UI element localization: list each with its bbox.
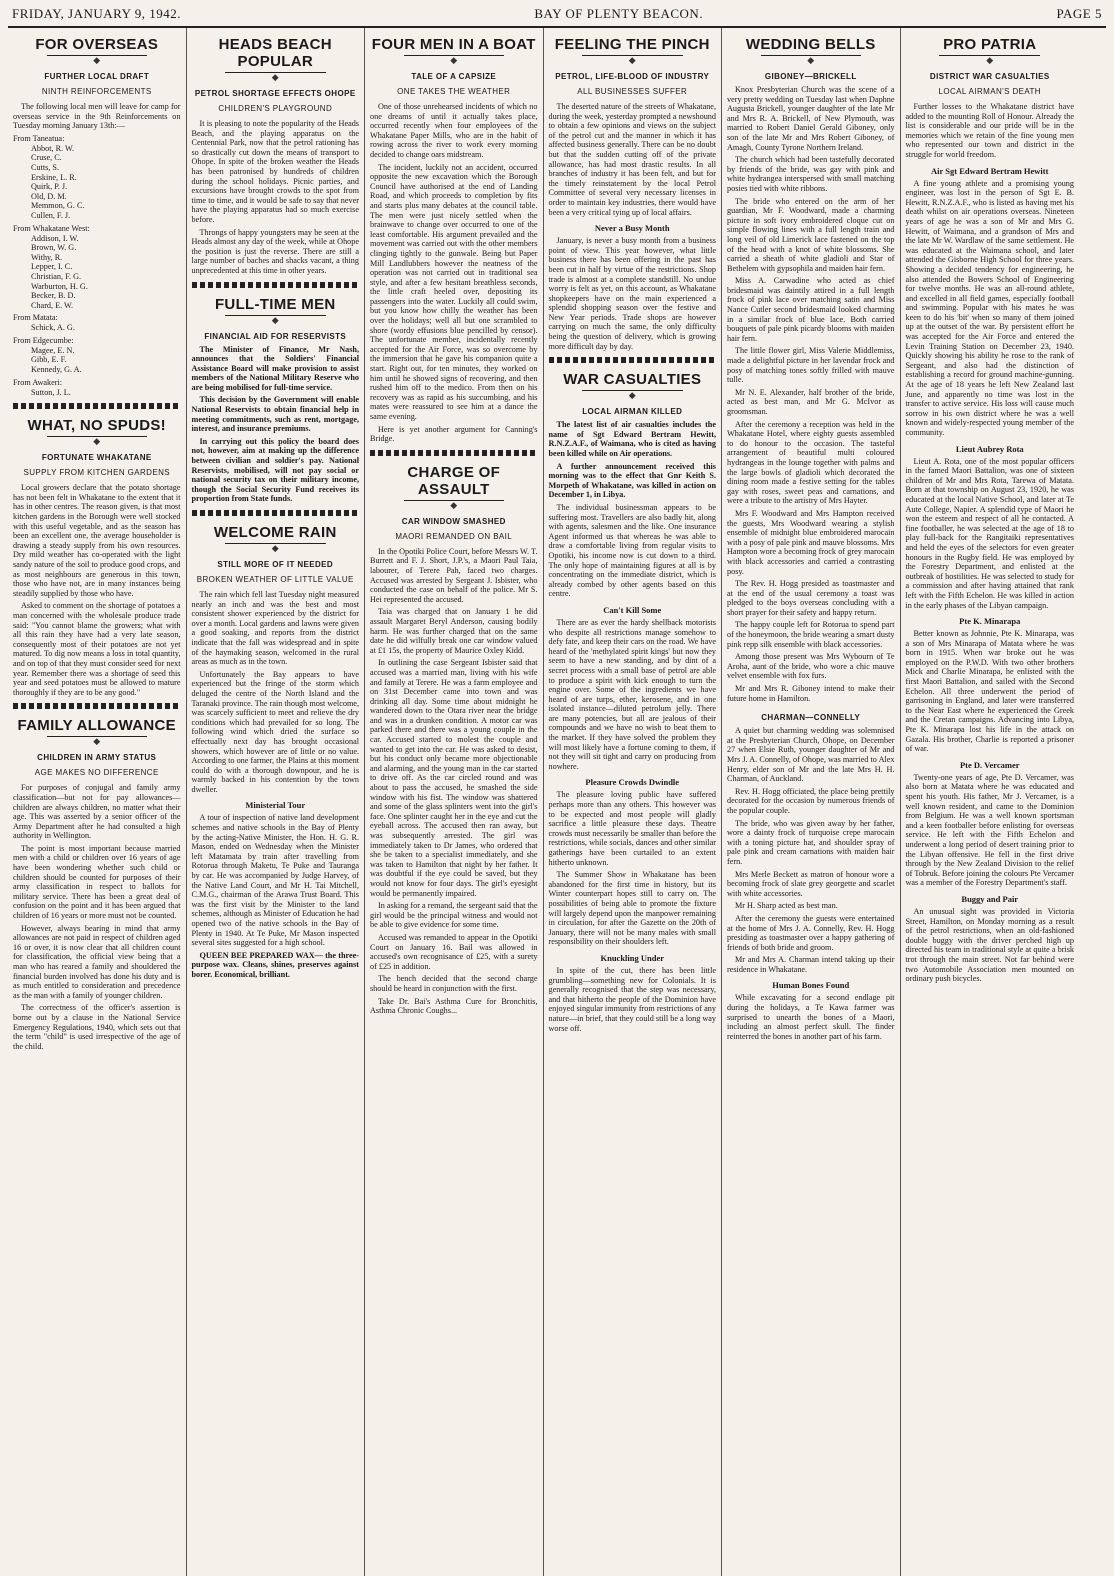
reinforcement-group-place: From Matata: (13, 313, 58, 323)
reinforcement-name: Kennedy, G. A. (31, 365, 82, 375)
headline-four-men: FOUR MEN IN A BOAT (371, 36, 536, 53)
headline-what-no-spuds: WHAT, NO SPUDS! (27, 417, 166, 435)
paragraph: Mrs F. Woodward and Mrs Hampton received the guests, Mrs Woodward wearing a stylish ensemble of midnight blue embroidered marocain with a posy of pale pink and mauve blossoms. Mrs Hampton wore a becoming frock of grey marocain with black accessories and carried a contrasting posy. (727, 508, 895, 576)
subhead: PETROL, LIFE-BLOOD OF INDUSTRY (555, 72, 710, 81)
reinforcement-name: Withy, R. (31, 252, 63, 262)
subheading: Pte D. Vercamer (959, 759, 1020, 770)
subhead: LOCAL AIRMAN KILLED (582, 407, 683, 417)
separator (549, 357, 717, 363)
subheading: Never a Busy Month (594, 223, 670, 234)
paragraph: Mrs Merle Beckett as matron of honour wore a becoming frock of slate grey georgette and scarlet with white accessories. (727, 869, 895, 898)
subheading-ministerial-tour: Ministerial Tour (245, 800, 306, 811)
paragraph: A further announcement received this morning was to the effect that Gnr Keith S. Morpeth of Whakatane, was killed in action on December 1, in Libya. (548, 461, 716, 500)
paragraph: However, always bearing in mind that army allowances are not paid in respect of children aged 16 or over, it is now clear that all children count for classification, the official view being that a man who has reared a family and shouldered the financial burden involved has done his duty and is as much entitled to consideration and precedence as the man with a family of younger children. (13, 923, 181, 1000)
reinforcement-group-place: From Awakeri: (13, 377, 63, 387)
paragraph: The pleasure loving public have suffered perhaps more than any others. This however was to be expected and most people will gladly sacrifice a little pleasure these days. Theatre crowds must necessarily be smaller than before the restrictions, while socials, dances and other similar gatherings have been curtailed to an extent hitherto unknown. (548, 790, 716, 867)
subheading: Lieut Aubrey Rota (955, 443, 1024, 454)
subhead: SUPPLY FROM KITCHEN GARDENS (23, 468, 171, 478)
rule: ◆ (727, 55, 895, 66)
subhead: CAR WINDOW SMASHED (401, 516, 506, 526)
subhead: STILL MORE OF IT NEEDED (217, 560, 334, 569)
headline-wedding-bells: WEDDING BELLS (745, 36, 876, 53)
paragraph: Taia was charged that on January 1 he did assault Margaret Beryl Anderson, causing bodily harm. He was further charged that on the same date he did wilfully break one car window valued at £1 15s, the property of Maurice Oxley Kidd. (370, 607, 538, 655)
paragraph: Accused was remanded to appear in the Opotiki Court on January 16. Bail was allowed in accused's own recognisance of £25, with a surety of £25 in addition. (370, 932, 538, 971)
paragraph: The Minister of Finance, Mr Nash, announces that the Soldiers' Financial Assistance Board will make provision to assist members of the National Military Reserve who are being mobilised for full-time service. (191, 344, 359, 392)
paragraph: Mr H. Sharp acted as best man. (735, 901, 838, 911)
subhead: FORTUNATE WHAKATANE (41, 453, 152, 463)
reinforcement-names (13, 234, 181, 311)
subhead: FURTHER LOCAL DRAFT (44, 72, 150, 81)
separator (192, 510, 360, 516)
paragraph: Among those present was Mrs Wybourn of Te Aroha, aunt of the bride, who wore a chic mauve velvet ensemble with fox furs. (727, 652, 895, 681)
paragraph: In asking for a remand, the sergeant said that the girl would be the principal witness and would not be able to give evidence for some time. (370, 901, 538, 930)
paragraph: A fine young athlete and a promising young engineer, was lost in the person of Sgt E. B. Hewitt, R.N.Z.A.F., who is listed as having met his death whilst on air operations overseas. Nineteen years of age he was a son of Mr and Mrs G. Hewitt, of Waimana, and a grandson of Mrs and the late Mr W. Wardlaw of the same settlement. He was educated at the Waimana school, and later attended the Gisborne High School for three years. Showing a decided tendency for engineering, he also attended the Bowers School of Engineering for twelve months. He was an all-round athlete, and excelled in all field games, especially football and swimming. Popular with his mates he was keen to do his 'bit' when so many of them joined up at the outset of the war. By persistent effort he was accepted for the Air Force and entered the Levin Training Station on December 23, 1940. Quickly showing his ability he rose to the rank of Sergeant, and also had the distinction of establishing a record for ground machine-gunning. At the age of 18 years he left New Zealand last June, and apparently no time was lost in the transfer to active service. His loss will cause much sorrow in his own district where he was a well known and widely-respected young member of the community. (905, 178, 1074, 437)
paragraph: Asked to comment on the shortage of potatoes a man concerned with the wholesale produce trade said: "You cannot blame the growers; what with all this rain they have had a very late season, consequently most of their potatoes are not yet matured. To dig now means a loss in total quantity, and on top of that they must consider seed for next year. Remember there was a shortage of seed this year and seed potatoes must be allowed to mature thoroughly if they are to be any good." (13, 601, 181, 697)
paragraph: The Summer Show in Whakatane has been abandoned for the first time in history, but its Winter counterpart hopes still to carry on. The possibilities of being able to promote the fixture will largely depend upon the manpower remaining in circulation, for after the Gazette on the 20th of January, there will not be many males with small responsibility on their shoulders left. (548, 870, 716, 947)
rule: ◆ (13, 436, 181, 447)
paragraph: The following local men will leave for camp for overseas service in the 9th Reinforcements on Tuesday morning January 13th:— (13, 102, 181, 131)
paragraph: Rev. H. Hogg officiated, the place being prettily decorated for the occasion by numerous friends of the popular couple. (727, 786, 895, 815)
reinforcement-names (13, 323, 181, 333)
reinforcement-name: Gibb, E. F. (31, 355, 67, 365)
paragraph: The correctness of the officer's assertion is borne out by a clause in the National Service Emergency Regulations, 1940, which sets out that the term "child" is used irrespective of the age of the child. (13, 1003, 181, 1051)
paragraph: Lieut A. Rota, one of the most popular officers in the famed Maori Battalion, was one of sixteen children of Mr and Mrs Rota, Tarewa of Matata. Born at that township on August 23, 1920, he was educated at the local Native School, and later at Te Aute College, Napier. A splendid type of Maori he won the esteem and respect of all he contacted. A fine footballer, he was selected at the age of 18 to play full-back for the Rangitaiki representatives and held the eyes of the selectors for even greater honours in the Rugby field. He was employed by the Forestry Department, and enlisted at the outbreak of hostilities. He was selected to study for a commission and after having attained that rank left with the Fifth Echelon. He was killed in action in the early phases of the Libyan campaign. (905, 456, 1074, 610)
separator (13, 703, 181, 709)
paragraph: Mr and Mrs A. Charman intend taking up their residence in Whakatane. (727, 955, 895, 974)
rule: ◆ (549, 55, 717, 66)
reinforcement-group-place: From Taneatua: (13, 133, 65, 143)
separator (13, 403, 181, 409)
column-2 (187, 28, 366, 1576)
subhead: AGE MAKES NO DIFFERENCE (34, 768, 159, 778)
subhead: FINANCIAL AID FOR RESERVISTS (204, 331, 347, 341)
reinforcement-name: Warburton, H. G. (31, 281, 88, 291)
column-6 (901, 28, 1080, 1576)
column-4 (544, 28, 723, 1576)
paragraph: This decision by the Government will enable National Reservists to obtain financial help in meeting commitments, such as rent, mortgage, interest, and insurance premiums. (191, 395, 359, 434)
column-1 (8, 28, 187, 1576)
reinforcement-name: Chard, E. W. (31, 300, 74, 310)
subhead: CHILDREN IN ARMY STATUS (37, 753, 157, 763)
paragraph: The bench decided that the second charge should be heard in conjunction with the first. (370, 974, 538, 993)
paragraph: Local growers declare that the potato shortage has not been felt in Whakatane to the extent that it has in other centres. The reason given, is that most kitchen gardens in the Borough were well stocked with this useful vegetable, and as the season has been an excellent one, the average householder is drawing a steady supply from his own resources. Dry mild weather has co-operated with the light sandy nature of the soil to produce good crops, and as most neighbours are generous in this town, those who have not, are in many instances being steadily supplied by those who have. (13, 483, 181, 598)
subhead: NINTH REINFORCEMENTS (41, 87, 152, 96)
paragraph: Throngs of happy youngsters may be seen at the Heads almost any day of the week, while at Ohope the position is just the reverse. There are still a large number of baches and shacks vacant, a thing unprecedented at this time in other years. (191, 227, 359, 275)
reinforcement-names (13, 346, 181, 375)
reinforcement-group-place: From Whakatane West: (13, 223, 90, 233)
paragraph: The bride who entered on the arm of her guardian, Mr F. Woodward, made a charming picture in soft ivory embroidered cloque cut on simple flowing lines with a full length train and long veil of old Limerick lace fastened on the top of the head with a knot of white blossoms. She carried a sheath of white gladioli and Star of Bethelem with gypsophila and maiden hair fern. (727, 196, 895, 273)
rule: ◆ (906, 55, 1075, 66)
paragraph: There are as ever the hardy shellback motorists who despite all restrictions manage somehow to defy fate, and keep their cars on the road. We have heard of the 'methylated spirit kings' but now they seem to have a new standing, and by dint of a secret process with a small base of petrol are able to produce a spirit with kick enough to turn the engine over. Some of the ingredients we have heard of are turps, ether, kerosene, and in one isolated instance—diluted petrolum jelly. There are many potencies, but all are jealous of their compounds and we have no wish to beat them to the market. If they have solved the problem they will most likely have a fortune coming to them, if not they will sit tight and carry on producing from nowhere. (548, 617, 716, 771)
reinforcement-name: Lepper, I. C. (31, 262, 73, 272)
reinforcement-name: Schick, A. G. (31, 323, 75, 333)
paragraph: The incident, luckily not an accident, occurred opposite the new excavation which the Borough Council have authorised at the end of Landing Road, and which proceeds to completion by fits and starts plus many debates at the council table. The men were just nicely settled when the brainwave to change over occurred to one of the least comfortable. His argument prevailed and the movement was carried out with the other members clinging tightly to the gunwale. Being but Paper Mill Landlubbers however the neatness of the operation was not carried out in traditional sea style, and after a few hesitant breathless seconds, the little craft heeled over, depositing its passengers into the water. Luckily all could swim, but you know how chilly the weather has been over the holidays; well all but one scrambled to shore (wordy effusions blue pencilled by censor). The unfortunate member, incidentally recently accepted for the Air Force, was so overcome by the immersion that he gave his companion quite a start. Right out, for ten minutes, they worked on him until he showed signs of recovering, and then rushed him off to the medico. From then on his recovery was as rapid as his succumbing, and his mates were reassured to see him at a dance the same evening. (370, 162, 538, 421)
columns (8, 28, 1106, 1576)
paragraph: The point is most important because married men with a child or children over 16 years of age have been wondering whether such child or children should be counted for purposes of their army classification in respect to ballots for military service. There has been a great deal of confusion on the point and it has been argued that children of 16 years or more must not be counted. (13, 843, 181, 921)
paragraph: The bride, who was given away by her father, wore a dainty frock of turquoise crepe marocain with a toning picture hat, and shoulder spray of pale pink and cream carnations with maiden hair fern. (727, 818, 895, 866)
subheading: Knuckling Under (600, 952, 665, 963)
reinforcement-name: Erskine, L. R. (31, 172, 77, 182)
paragraph: Here is yet another argument for Canning's Bridge. (370, 424, 538, 444)
reinforcement-name: Sutton, J. L. (31, 387, 71, 397)
subhead: CHARMAN—CONNELLY (761, 713, 861, 723)
subhead: PETROL SHORTAGE EFFECTS OHOPE (194, 89, 356, 98)
paragraph: The happy couple left for Rotorua to spend part of the honeymoon, the bride wearing a smart dusty pink repp silk ensemble with black accessories. (727, 620, 895, 649)
paragraph: The Rev. H. Hogg presided as toastmaster and at the end of the usual ceremony a toast was pledged to the boys overseas concluding with a short prayer for their safety and happy return. (727, 579, 895, 617)
paragraph: The latest list of air casualties includes the name of Sgt Edward Bertram Hewitt, R.N.Z.A.F., of Waimana, who is cited as having been killed while on Air operations. (548, 420, 716, 459)
column-5 (722, 28, 901, 1576)
rule: ◆ (13, 55, 181, 66)
reinforcement-name: Cutts, S. (31, 162, 59, 172)
reinforcement-name: Abbot, R. W. (31, 143, 74, 153)
masthead (8, 6, 1106, 28)
paragraph: Better known as Johnnie, Pte K. Minarapa, was a son of Mrs Minarapa of Matata where he was born in 1915. When war broke out he was employed on the P.W.D. With two other brothers Mick and Charlie Minarapa, he enlisted with the first Maori Battalion, and sailed with the Second Echelon. All three underwent the period of garrisoning in England, and later were transferred to the Near East where he experienced the Greek and the Cretan campaigns. Advancing into Libya, Pte K. Minarapa lost his life in the attack on Gazala. His brother, Charlie is reported a prisoner of war. (905, 629, 1074, 754)
advertisement: Take Dr. Bai's Asthma Cure for Bronchitis, Asthma Chronic Coughs... (370, 996, 538, 1016)
rule: ◆ (192, 315, 360, 326)
paragraph: An unusual sight was provided in Victoria Street, Hamilton, on Monday morning as a result of the petrol restrictions, when an old-fashioned double buggy with the driver perched high up directed his team in traditional style at quite a brisk trot through the main street. Not far behind were two Automobile Association men mounted on ordinary push bicycles. (905, 906, 1074, 984)
reinforcement-name: Addison, I. W. (31, 233, 79, 243)
rule: ◆ (192, 72, 360, 83)
paragraph: The little flower girl, Miss Valerie Middlemiss, made a delightful picture in her lavendar frock and posy of matching tones softly frilled with mauve tulle. (727, 346, 895, 385)
reinforcement-name: Brown, W. G. (31, 243, 77, 253)
headline-full-time-men: FULL-TIME MEN (214, 295, 336, 313)
reinforcement-name: Christian, F. G. (31, 271, 82, 281)
reinforcement-names (13, 388, 181, 398)
paragraph: It is pleasing to note the popularity of the Heads Beach, and the playing apparatus on the Centennial Park, now that the petrol rationing has so drastically cut down the means of transport to Ohope. In spite of the broken weather the Heads has been patronised by hundreds of children during the school holidays. Picnic parties, and excursions have brought crowds to the spot from time to time, and it would be safe to say that never have the playing apparatus had so much exercise before. (191, 119, 359, 224)
subheading: Pleasure Crowds Dwindle (585, 777, 680, 788)
reinforcement-name: Memmon, G. C. (31, 201, 85, 211)
subheading: Buggy and Pair (961, 893, 1019, 904)
paragraph: Knox Presbyterian Church was the scene of a very pretty wedding on Tuesday last when Daphne Augusta Brickell, younger daughter of the late Mr and Mrs R. A. Brickell, of New Plymouth, was married to Robert Daniel Gerald Giboney, only son of the late Mr and Mrs Robert Giboney, of Amagh, County Tyrone Northern Ireland. (727, 85, 895, 152)
paragraph: Miss A. Carwadine who acted as chief bridesmaid was daintily attired in a full length frock of pink lace over matching satin and Miss Nance Cutler second bridesmaid looked charming in a similar frock of blue lace. Both carried bouquets of pale pink picardy blooms with maiden hair fern. (727, 276, 895, 343)
headline-family-allowance: FAMILY ALLOWANCE (17, 717, 176, 735)
reinforcement-name: Cruse, C. (31, 153, 62, 163)
paragraph: The rain which fell last Tuesday night measured nearly an inch and was the best and most consistent shower experienced by the district for over a month. Local gardens and lawns were given a good soaking, and reports from the district indicate that the fall was widespread and in spite of the haymaking season, welcomed in the rural areas as much as in the town. (191, 590, 359, 667)
reinforcement-name: Becker, B. D. (31, 291, 76, 301)
paragraph: Unfortunately the Bay appears to have experienced but the fringe of the storm which deluged the centre of the North Island and the Taranaki province. The rain though most welcome, was scarcely sufficient to meet and relieve the dry conditions which had prevailed for so long. The following wind which dried the surface so effectually next day has brought occasional showers, which however are of little or no value. According to one farmer, the Plains at this moment could do with a thorough downpour, and he is warmly backed in his contention by the town dweller. (191, 669, 359, 794)
paragraph: A tour of inspection of native land development schemes and native schools in the Bay of Plenty by the acting-Native Minister, the Hon. H. G. R. Mason, ended on Wednesday when the Minister left Matamata by train after travelling from Rotorua through Maketu, Te Puke and Tauranga by car. He was accompanied by Judge Harvey, of the Native Land Court, and Mr H. Tai Mitchell, C.M.G., chairman of the Arawa Trust Board. This was the first visit by the Minister to the land schemes, although as Minister of Education he had opened two of the native schools in the Bay of Plenty in 1940. At Te Puke, Mr Mason inspected several sites suggested for a high school. (191, 813, 359, 948)
headline-for-overseas: FOR OVERSEAS (35, 36, 159, 53)
subhead: ONE TAKES THE WEATHER (397, 87, 511, 96)
reinforcement-list (13, 134, 181, 397)
column-3 (365, 28, 544, 1576)
paragraph: While excavating for a second endlage pit during the holidays, a Te Kawa farmer was surprised to unearth the bones of a Maori, including an almost perfect skull. The finder reinterred the bones in another part of his farm. (727, 993, 895, 1041)
rule: ◆ (549, 390, 717, 401)
headline-charge-of-assault: CHARGE OF ASSAULT (407, 463, 501, 498)
paragraph: In the Opotiki Police Court, before Messrs W. T. Burrett and F. J. Short, J.P.'s, a Maori Paul Taia, labourer, of Terere Pah, faced two charges. Accused was arrested by Sergeant J. Isbister, who conducted the case on behalf of the police. Mr S. Hei represented the accused. (370, 546, 538, 604)
reinforcement-name: Quirk, P. J. (31, 182, 68, 192)
reinforcement-name: Magee, E. N. (31, 345, 75, 355)
separator (370, 450, 538, 456)
paragraph: For purposes of conjugal and family army classification—but not for pay allowances—children are always children, no matter what their age. This was asserted by a senior officer of the Army Department after he had consulted a high authority in Wellington. (13, 783, 181, 841)
paragraph: January, is never a busy month from a business point of view. This year however, what little business there has been offering in the past has been cut in half by virtue of the restrictions. Shop trade is almost at a complete standstill. No undue worry is felt as yet, on this account, as Whakatane shopkeepers have on the main experienced a splendid shopping season over the festive and New Year periods. Trade shops are however carrying on much the same, the only difficulty being the question of delivery, which is growing more difficult day by day. (548, 236, 716, 351)
headline-war-casualties: WAR CASUALTIES (563, 371, 702, 389)
paragraph: After the ceremony the guests were entertained at the home of Mrs J. A. Connelly, Rev. H. Hogg presiding as toastmaster over a happy gathering of friends of both bride and groom. (727, 913, 895, 952)
subheading: Human Bones Found (772, 980, 850, 991)
paragraph: One of those unrehearsed incidents of which no one dreams of until it actually takes place, occurred recently when four employees of the Whakatane Paper Mills, who are in the habit of rowing across the river to work every morning decided to change oars midstream. (370, 102, 538, 159)
reinforcement-name: Cullen, F. J. (31, 210, 71, 220)
separator (192, 282, 360, 288)
subhead: ALL BUSINESSES SUFFER (577, 87, 688, 96)
paragraph: Mr and Mrs R. Giboney intend to make their future home in Hamilton. (727, 684, 895, 703)
paragraph: Twenty-one years of age, Pte D. Vercamer, was also born at Matata where he was educated and spent his youth. His father, Mr J. Vercamer, is a well known resident, and came to the Dominion from Belgium. He was a well known sportsman and a keen footballer before enlisting for overseas service. He left with the Fifth Echelon and underwent a long period of desert training prior to the Libyan offensive. He fell in the first drive through by the New Zealand Division to the relief of Tobruk. Before joining the colours Pte Vercamer was a member of the Forestry Department's staff. (905, 772, 1074, 888)
headline-welcome-rain: WELCOME RAIN (213, 524, 337, 541)
paragraph: A quiet but charming wedding was solemnised at the Presbyterian Church, Ohope, on December 27 when Elsie Ruth, younger daughter of Mr and Mrs J. A. Connelly, of Ohope, was married to Alex Henry, elder son of Mr and the late Mrs H. H. Charman, of Auckland. (727, 726, 895, 784)
reinforcement-group-place: From Edgecumbe: (13, 335, 74, 345)
paragraph: The individual businessman appears to be suffering most. Travellers are also badly hit, along with agents, salesmen and the like. One insurance Agent informed us that whereas he was able to draw a comfortable living from regular visits to Opotiki, his income now is cut down to a third. The only hope of maintaining figures at all is by concentrating on the immediate district, which is already combed by other agents based on this centre. (548, 503, 716, 599)
newspaper-title: BAY OF PLENTY BEACON. (534, 6, 704, 21)
paragraph: Further losses to the Whakatane district have added to the mounting Roll of Honour. Already the list is considerable and our pride will be in the memories which we retain of the fine young men who represented our town and district in the struggle for world freedom. (905, 102, 1074, 159)
headline-heads-beach: HEADS BEACH POPULAR (218, 36, 332, 70)
paragraph: The church which had been tastefully decorated by friends of the bride, was gay with pink and white hydrangea interspersed with small matching posies tied with white ribbons. (727, 155, 895, 193)
paragraph: In carrying out this policy the board does not, however, aim at making up the difference between civilian and soldier's pay. National Reservists, mobilised, will not pay social or national security tax on their military income, though the Social Security Fund receives its proportion from State funds. (191, 436, 359, 504)
reinforcement-names (13, 144, 181, 221)
advertisement: QUEEN BEE PREPARED WAX— the three-purpose wax. Cleans, shines, preserves against borer. Economical, brilliant. (191, 950, 359, 979)
headline-pro-patria: PRO PATRIA (943, 36, 1037, 53)
rule: ◆ (13, 736, 181, 747)
subhead: DISTRICT WAR CASUALTIES (929, 72, 1050, 81)
reinforcement-name: Old, D. M. (31, 191, 67, 201)
paragraph: The deserted nature of the streets of Whakatane, during the week, yesterday prompted a newshound to obtain a few opinions and views on the subject of the petrol cut and the manner in which it has affected business generally. There can be no doubt but that the sudden cutting off of the private allowance, has had most drastic results. In all branches of industry it has been felt, and but for the timely reinstatement by the local Petrol Committee of several very necessary licenses in order to maintain key industries, there would have been a very critical tying up of local affairs. (548, 102, 716, 217)
subhead: LOCAL AIRMAN'S DEATH (938, 87, 1041, 96)
rule: ◆ (370, 500, 538, 511)
subheading: Air Sgt Edward Bertram Hewitt (931, 165, 1049, 176)
subhead: BROKEN WEATHER OF LITTLE VALUE (196, 575, 354, 584)
paragraph: In outlining the case Sergeant Isbister said that accused was a married man, living with his wife and family at Terere. He was a farm employee and on 31st December came into town and was drinking all day. Some time about midnight he wandered down to the Otara river near the bridge and was in a drunken condition. A motor car was parked there and there was a young couple in the car. Accused started to molest the couple and wanted to get into the car. He was asked to desist, but his conduct only became more objectionable and alarming, and the young man in the car started to drive off. As the car circled round and was about to pass the accused, he smashed the side window with his fist. The window was shattered and some of the glass splinters went into the girl's face. One splinter caught her in the eye and cut the eyeball across. The accused then ran away, but was subsequently arrested. The girl was immediately taken to Dr James, who ordered that she be taken to a specialist immediately, and she was taken to Hamilton that night by her father. It was doubtful if the eye could be saved, but they would not know for four days. The girl's eyesight would be permanently impaired. (370, 658, 538, 898)
subhead: CHILDREN'S PLAYGROUND (218, 104, 333, 113)
paragraph: In spite of the cut, there has been little grumbling—something new for Colonials. It is generally recognised that the step was necessary, and that hitherto the people of the Dominion have enjoyed singular immunity from restrictions of any nature—in brief, that they could still be a long way worse off. (548, 965, 716, 1033)
subhead: GIBONEY—BRICKELL (764, 72, 857, 81)
rule: ◆ (192, 543, 360, 554)
issue-date: FRIDAY, JANUARY 9, 1942. (12, 6, 181, 21)
paragraph: Mr N. E. Alexander, half brother of the bride, acted as best man, and Mr G. McIvor as groomsman. (727, 387, 895, 416)
subhead: TALE OF A CAPSIZE (411, 72, 497, 81)
subheading: Pte K. Minarapa (959, 616, 1021, 627)
subheading: Can't Kill Some (603, 604, 662, 615)
page-number: PAGE 5 (1056, 6, 1102, 21)
paragraph: After the ceremony a reception was held in the Whakatane Hotel, where eighty guests assembled to do honour to the occasion. The tasteful arrangement of beautiful multi coloured hydrangeas in the lounge together with palms and the large bowls of gladioli which decorated the dining room made a festive setting for the tables gay with roses, sweet peas and carnations, and were a tribute to the artistry of Mrs Hayter. (727, 419, 895, 506)
subhead: MAORI REMANDED ON BAIL (395, 531, 513, 541)
rule: ◆ (370, 55, 538, 66)
headline-feeling-the-pinch: FEELING THE PINCH (554, 36, 710, 53)
